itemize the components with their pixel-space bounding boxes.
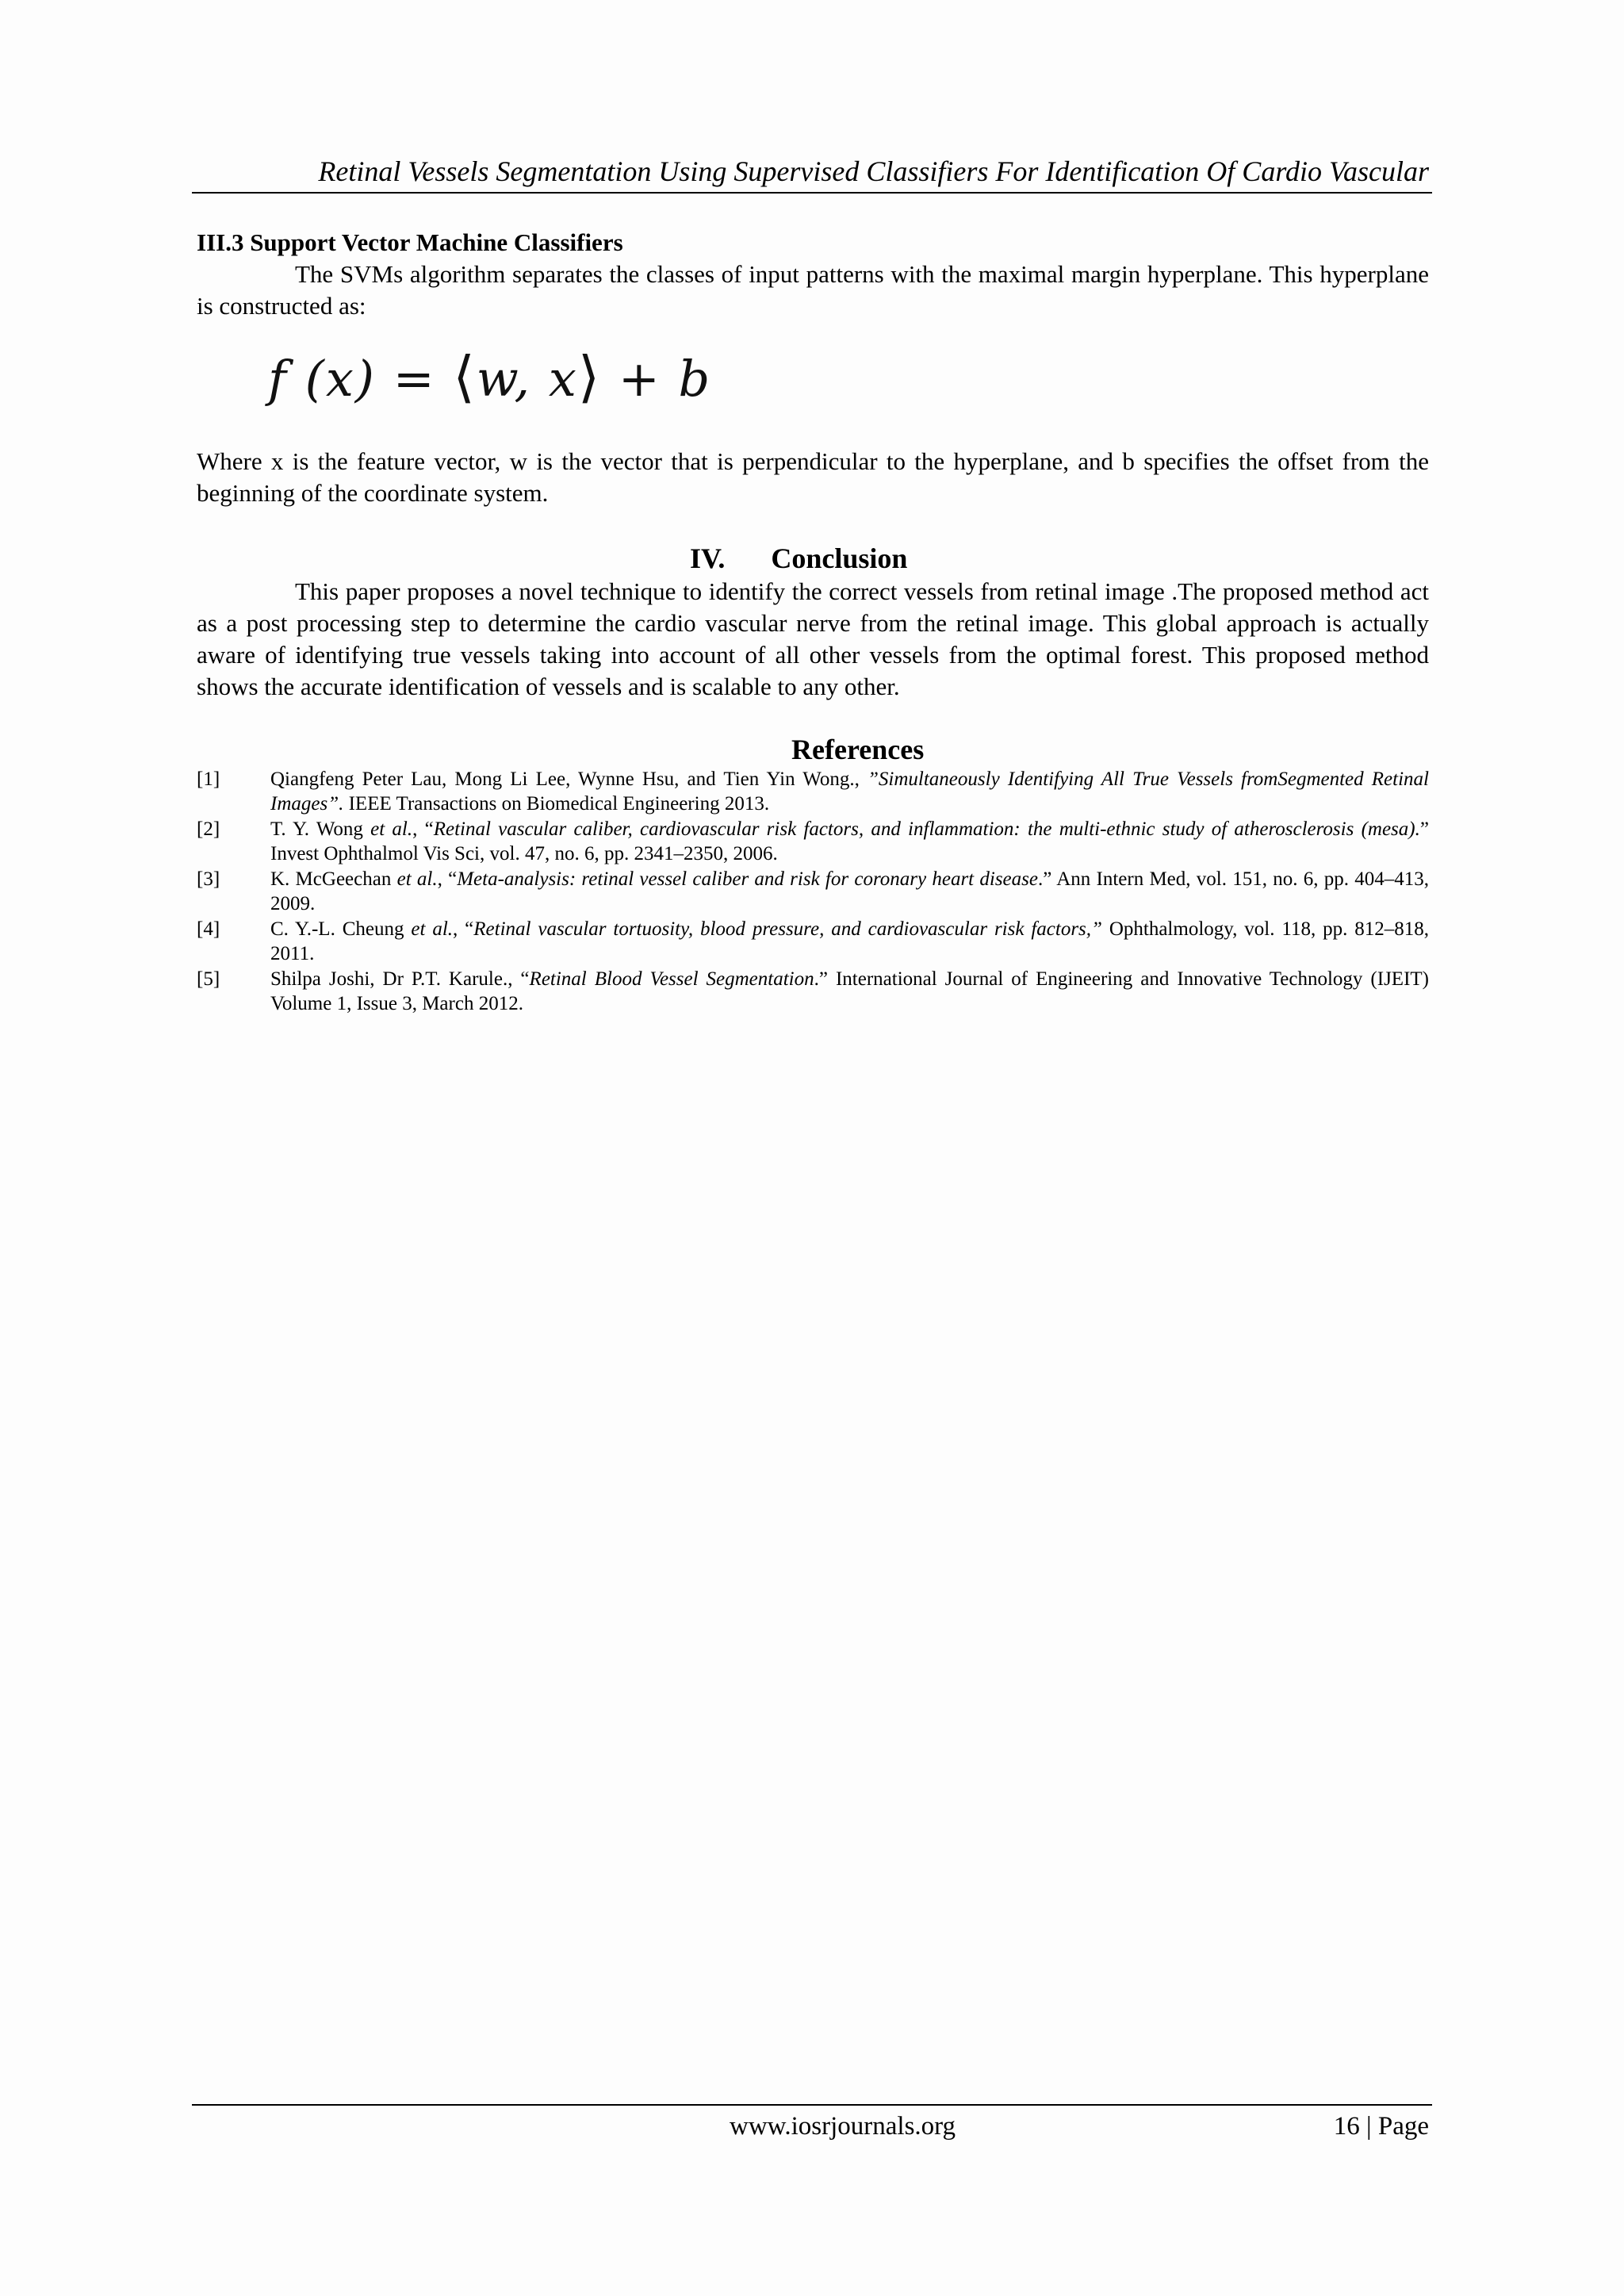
footer-url: www.iosrjournals.org	[730, 2112, 956, 2141]
ref-authors: K. McGeechan	[270, 868, 397, 890]
ref-title: Retinal Blood Vessel Segmentation	[529, 968, 814, 990]
ref-source: IEEE Transactions on Biomedical Engineering 2013.	[343, 793, 770, 815]
reference-number: [5]	[197, 968, 220, 990]
ref-authors: T. Y. Wong	[270, 818, 371, 840]
conclusion-heading	[690, 540, 907, 577]
formula-lhs: f (x)	[268, 350, 376, 408]
ref-title: Retinal vascular caliber, cardiovascular risk factors, and inflammation: the multi-ethnic study of atherosclerosis (mesa).	[433, 818, 1420, 840]
svm-explanation-paragraph: Where x is the feature vector, w is the vector that is perpendicular to the hyperplane, and b specifies the offset from the beginning of the coordinate system.	[197, 447, 1429, 507]
ref-source: ” Invest Ophthalmol Vis Sci, vol. 47, no. 6, pp. 2341–2350, 2006.	[270, 818, 1429, 864]
references-heading: References	[791, 734, 925, 765]
ref-etal: et al.	[411, 918, 454, 940]
ref-authors: Shilpa Joshi, Dr P.T. Karule., “	[270, 968, 530, 990]
reference-item	[270, 767, 1429, 816]
formula-open-bracket: ⟨	[453, 344, 477, 409]
conclusion-title: Conclusion	[771, 542, 908, 574]
formula-args: w, x	[476, 350, 578, 408]
conclusion-paragraph	[197, 576, 1429, 703]
conclusion-number: IV.	[690, 542, 726, 574]
formula-b: b	[678, 350, 712, 408]
ref-authors: Qiangfeng Peter Lau, Mong Li Lee, Wynne Hsu, and Tien Yin Wong.,	[270, 769, 868, 790]
footer-rule	[192, 2104, 1432, 2106]
conclusion-text: This paper proposes a novel technique to identify the correct vessels from retinal image .The proposed method act as a post processing step to determine the cardio vascular nerve from the retinal image. This global approach is actually aware of identifying true vessels taking into account of all other vessels from the optimal forest. This proposed method shows the accurate identification of vessels and is scalable to any other.	[197, 577, 1429, 700]
header-rule	[192, 192, 1432, 194]
ref-sep: , “	[412, 818, 434, 840]
running-header: Retinal Vessels Segmentation Using Supervised Classifiers For Identification Of Cardio Vascular	[318, 155, 1429, 187]
formula-close-bracket: ⟩	[577, 344, 602, 409]
ref-source: Ophthalmology, vol. 118, pp. 812–818, 2011.	[270, 918, 1429, 964]
ref-etal: et al.	[370, 818, 413, 840]
section-heading-svm: III.3 Support Vector Machine Classifiers	[197, 228, 623, 256]
ref-authors: C. Y.-L. Cheung	[270, 918, 412, 940]
reference-number: [1]	[197, 769, 220, 790]
reference-item	[270, 817, 1429, 866]
ref-title: Retinal vascular tortuosity, blood pressure, and cardiovascular risk factors,”	[473, 918, 1102, 940]
ref-etal: et al.	[396, 868, 438, 890]
ref-sep: , “	[453, 918, 474, 940]
svm-intro-paragraph	[197, 259, 1429, 322]
svm-intro-text: The SVMs algorithm separates the classes of input patterns with the maximal margin hyperplane. This hyperplane is constructed as:	[197, 260, 1429, 320]
reference-item	[270, 917, 1429, 966]
ref-title: Meta-analysis: retinal vessel caliber and risk for coronary heart disease	[457, 868, 1038, 890]
reference-item	[270, 967, 1429, 1016]
reference-number: [2]	[197, 818, 220, 840]
ref-sep: , “	[437, 868, 458, 890]
ref-source: .” International Journal of Engineering and Innovative Technology (IJEIT) Volume 1, Issue 3, March 2012.	[270, 968, 1429, 1014]
reference-number: [3]	[197, 868, 220, 890]
ref-title: ”Simultaneously Identifying All True Vessels fromSegmented Retinal Images”.	[270, 769, 1429, 815]
formula-equals: =	[393, 350, 436, 408]
svm-formula	[268, 341, 711, 415]
reference-number: [4]	[197, 918, 220, 940]
formula-plus: +	[618, 350, 661, 408]
reference-item	[270, 867, 1429, 916]
ref-source: .” Ann Intern Med, vol. 151, no. 6, pp. 404–413, 2009.	[270, 868, 1429, 914]
footer-page-number: 16 | Page	[1333, 2112, 1429, 2141]
